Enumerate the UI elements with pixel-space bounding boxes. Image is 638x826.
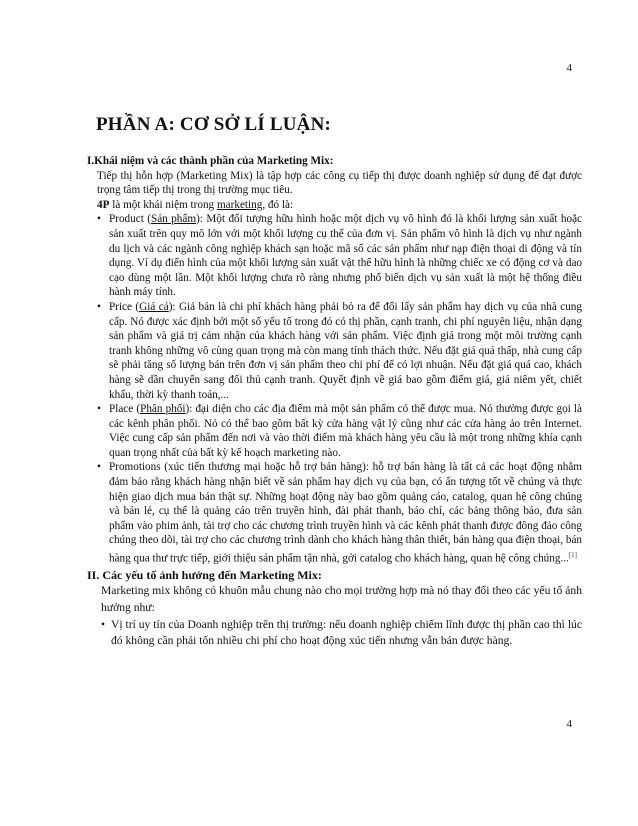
fourp-pre: là một khái niệm trong [109,198,217,211]
fourp-line [87,198,582,213]
item-text: ): đại diện cho các địa điểm mà một sản phẩm có thể được mua. Nó thường được gọi là các kênh phân phối. Nó có thể bao gồm bất kỳ cửa hàng vật lý cũng như các cửa hàng ảo trên Internet. Việc cung cấp sản phẩm đến nơi và vào thời điểm mà khách hàng yêu cầu là một trong những khía cạnh quan trọng nhất của bất kỳ kế hoạch marketing nào. [109,403,583,459]
marketing-link[interactable]: marketing [216,198,263,211]
page-number-bottom: 4 [566,718,572,730]
item-term-link[interactable]: Giá cả [139,300,169,313]
section-2-heading: II. Các yếu tố ảnh hưởng đến Marketing Mix: [87,568,322,583]
item-term: Price ( [109,300,140,313]
bullet-icon: • [101,617,106,631]
fourp-post: , đó là: [262,198,294,211]
list-item-factor [101,617,582,651]
fourp-bold: 4P [97,198,110,211]
list-item-promotions [91,460,582,566]
item-text: ): Giá bán là chi phí khách hàng phải bỏ ra để đổi lấy sản phẩm hay dịch vụ của nhà cung cấp. Nó được xác định bởi một số yếu tố trong đó có thị phần, cạnh tranh, chi phí nguyên liệu, nhận dạng sản phẩm và giá trị cảm nhận của khách hàng với sản phẩm. Việc định giá trong một môi trường cạnh tranh không những vô cùng quan trọng mà còn mang tính thách thức. Nếu đặt giá quá thấp, nhà cung cấp sẽ phải tăng số lượng bán trên đơn vị sản phẩm theo chi phí để có lợi nhuận. Nếu đặt giá quá cao, khách hàng sẽ dần chuyển sang đối thủ cạnh tranh. Quyết định về giá bao gồm điểm giá, giá niêm yết, chiết khấu, thời kỳ thanh toán,... [109,300,582,401]
item-text: ): Một đối tượng hữu hình hoặc một dịch vụ vô hình đó là khối lượng sản xuất hoặc sản xuất trên quy mô lớn với một khối lượng cụ thể của đơn vị. Sản phẩm vô hình là dịch vụ như ngành du lịch và các ngành công nghiệp khách sạn hoặc mã số các sản phẩm như nạp điện thoại di động và tín dụng. Ví dụ điển hình của một khối lượng sản xuất vật thể hữu hình là những chiếc xe có động cơ và dao cạo dùng một lần. Một khối lượng chưa rõ ràng nhưng phổ biến dịch vụ sản xuất là một hệ thống điều hành máy tính. [109,213,583,299]
bullet-icon: • [97,461,101,474]
list-item-price [91,300,582,402]
list-item-place [91,402,582,460]
item-text: Vị trí uy tín của Doanh nghiệp trên thị trường: nếu doanh nghiệp chiếm lĩnh được thị phần cao thì lúc đó không cần phải tốn nhiều chi phí cho hoạt động xúc tiến nhưng vẫn bán được hàng. [111,617,582,648]
section-1-heading: I.Khái niệm và các thành phần của Marketing Mix: [87,155,334,167]
document-body [87,154,582,650]
bullet-icon: • [97,300,101,313]
section-2-body [87,583,582,650]
bullet-icon: • [97,213,101,226]
item-text: Promotions (xúc tiến thương mại hoặc hỗ trợ bán hàng): hỗ trợ bán hàng là tất cả các hoạt động nhằm đảm bảo rằng khách hàng nhận biết về sản phẩm hay dịch vụ của bạn, có ấn tượng tốt về chúng và thực hiện giao dịch mua bán thật sự. Những hoạt động này bao gồm quảng cáo, catalog, quan hệ công chúng và bán lẻ, cụ thể là quảng cáo trên truyền hình, đài phát thanh, báo chí, các bảng thông báo, đưa sản phẩm vào phim ảnh, tài trợ cho các chương trình truyền hình và các kênh phát thanh được đông đảo công chúng theo dõi, tài trợ cho các chương trình dành cho khách hàng thân thiết, bán hàng qua điện thoại, bán hàng qua thư trực tiếp, giới thiệu sản phẩm tận nhà, gởi catalog cho khách hàng, quan hệ công chúng... [109,461,582,565]
list-item-product [91,212,582,300]
item-term-link[interactable]: Phân phối [140,403,186,416]
item-term-link[interactable]: Sản phẩm [150,213,197,226]
part-title: PHẦN A: CƠ SỞ LÍ LUẬN: [96,114,332,135]
item-term: Product ( [109,213,151,226]
footnote-link[interactable]: [1] [568,551,578,560]
bullet-icon: • [97,403,101,416]
page-number-top: 4 [566,62,572,74]
item-term: Place ( [109,403,141,416]
section-1-intro: Tiếp thị hỗn hợp (Marketing Mix) là tập hợp các công cụ tiếp thị được doanh nghiệp sử dụng để đạt được trọng tâm tiếp thị trong thị trường mục tiêu. [97,169,582,197]
section-2-intro: Marketing mix không có khuôn mẫu chung nào cho mọi trường hợp mà nó thay đổi theo các yếu tố ảnh hưởng như: [101,583,582,614]
